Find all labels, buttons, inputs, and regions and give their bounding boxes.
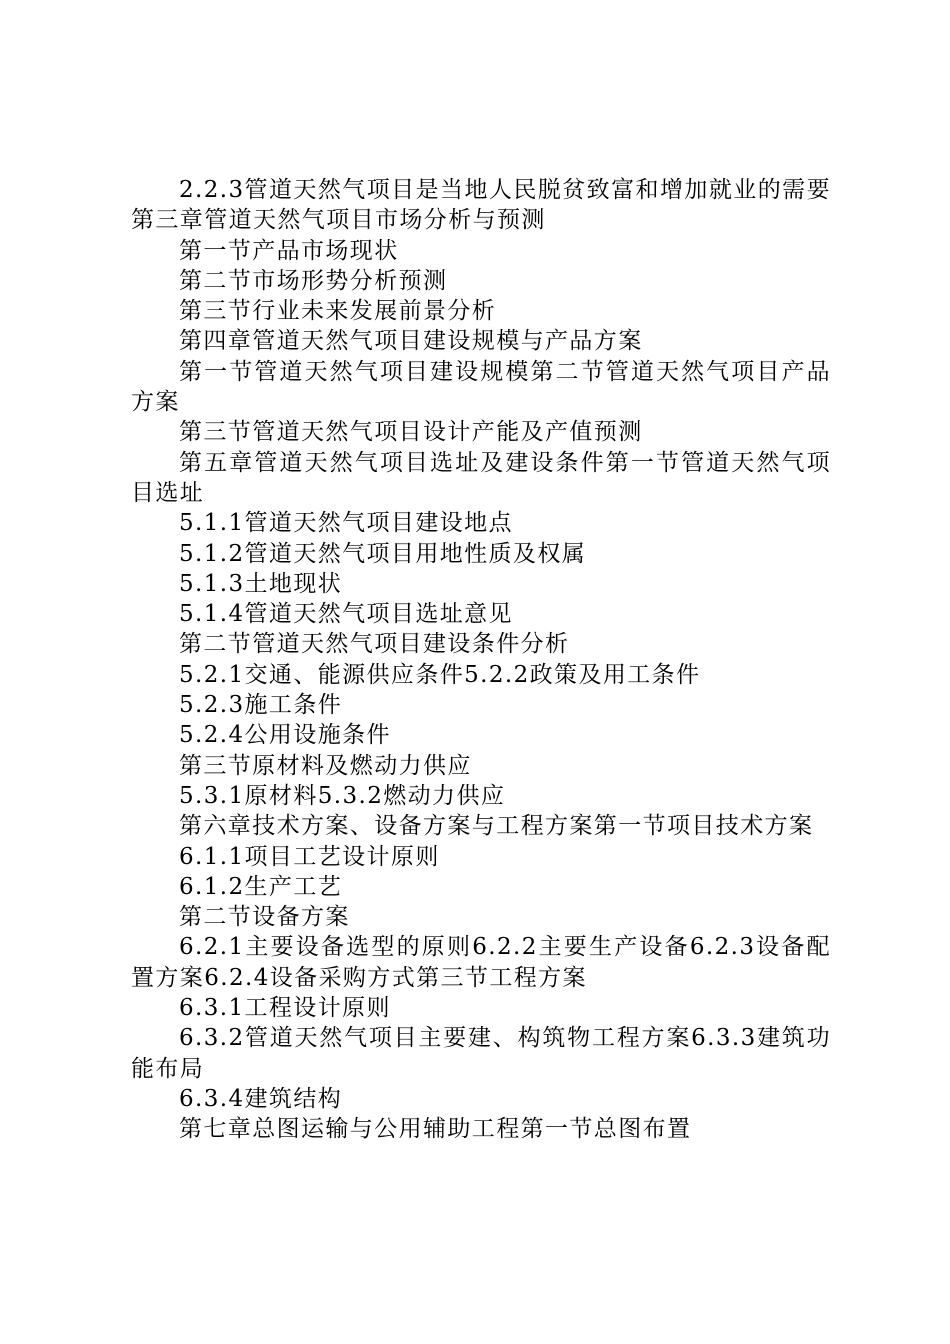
paragraph-3-2: 第二节市场形势分析预测: [179, 267, 448, 294]
paragraph-5-2-1: 5.2.1交通、能源供应条件5.2.2政策及用工条件: [179, 661, 701, 688]
document-page: [131, 175, 831, 1145]
chapter-7-heading: 第七章总图运输与公用辅助工程第一节总图布置: [179, 1116, 692, 1143]
paragraph-6-1-1: 6.1.1项目工艺设计原则: [179, 843, 440, 870]
paragraph-4-3: 第三节管道天然气项目设计产能及产值预测: [179, 419, 643, 446]
paragraph-5-1-1: 5.1.1管道天然气项目建设地点: [179, 510, 513, 537]
paragraph-6-3-2: 6.3.2管道天然气项目主要建、构筑物工程方案6.3.3建筑功能布局: [131, 1025, 831, 1082]
paragraph-3-1: 第一节产品市场现状: [179, 237, 399, 264]
paragraph-6-2: 第二节设备方案: [179, 904, 350, 931]
paragraph-4-1-4-2: 第一节管道天然气项目建设规模第二节管道天然气项目产品方案: [131, 358, 831, 416]
chapter-4-heading: 第四章管道天然气项目建设规模与产品方案: [179, 328, 643, 355]
paragraph-6-2-1: 6.2.1主要设备选型的原则6.2.2主要生产设备6.2.3设备配置方案6.2.4设备采购方式第三节工程方案: [131, 934, 831, 991]
paragraph-5-2-3: 5.2.3施工条件: [179, 692, 343, 719]
paragraph-5-3-1: 5.3.1原材料5.3.2燃动力供应: [179, 782, 506, 809]
paragraph-5-1-2: 5.1.2管道天然气项目用地性质及权属: [179, 540, 587, 567]
paragraph-3-3: 第三节行业未来发展前景分析: [179, 298, 497, 325]
paragraph-5-2-4: 5.2.4公用设施条件: [179, 722, 391, 749]
paragraph-2-2-3: 2.2.3管道天然气项目是当地人民脱贫致富和增加就业的需要第三章管道天然气项目市场分析与预测: [131, 177, 831, 234]
paragraph-5-1-4: 5.1.4管道天然气项目选址意见: [179, 601, 513, 628]
paragraph-6-3-1: 6.3.1工程设计原则: [179, 995, 391, 1022]
paragraph-5-2: 第二节管道天然气项目建设条件分析: [179, 631, 570, 658]
paragraph-6-3-4: 6.3.4建筑结构: [179, 1085, 343, 1112]
paragraph-6-1-2: 6.1.2生产工艺: [179, 873, 343, 900]
paragraph-5-1-3: 5.1.3土地现状: [179, 570, 343, 597]
chapter-6-heading: 第六章技术方案、设备方案与工程方案第一节项目技术方案: [179, 813, 814, 840]
paragraph-5-3: 第三节原材料及燃动力供应: [179, 752, 472, 779]
chapter-5-heading: 第五章管道天然气项目选址及建设条件第一节管道天然气项目选址: [131, 449, 831, 506]
